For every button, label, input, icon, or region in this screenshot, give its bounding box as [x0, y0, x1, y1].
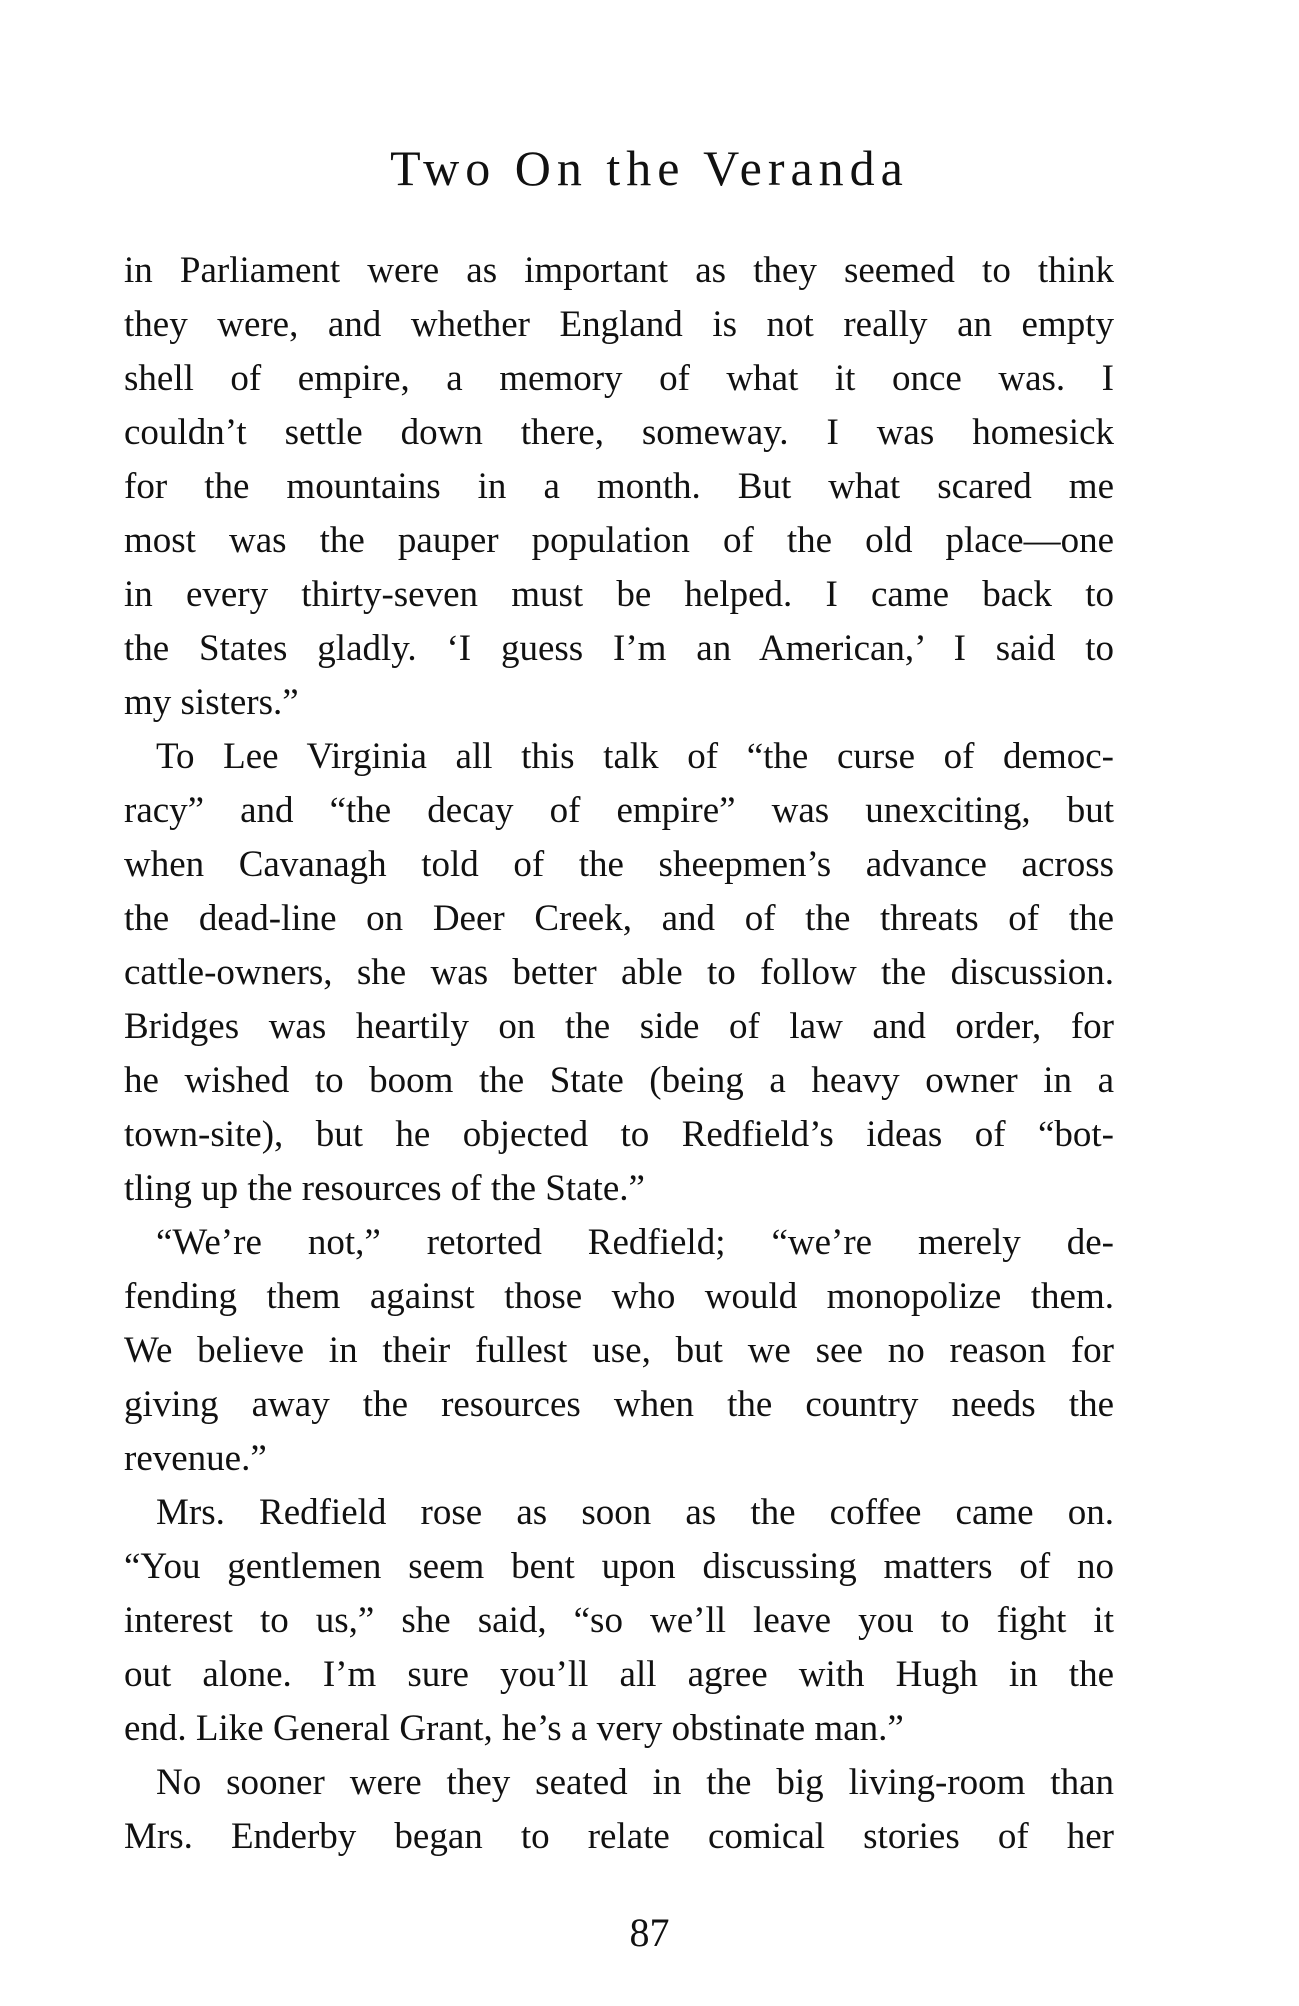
text-line: town-site), but he objected to Redfield’s ideas of “bot-	[124, 1114, 1114, 1155]
text-line: he wished to boom the State (being a heavy owner in a	[124, 1060, 1114, 1101]
text-line: “You gentlemen seem bent upon discussing matters of no	[124, 1546, 1114, 1587]
text-line: my sisters.”	[124, 682, 299, 723]
text-line: couldn’t settle down there, someway. I was homesick	[124, 412, 1114, 453]
text-line: for the mountains in a month. But what scared me	[124, 466, 1114, 507]
page-number: 87	[629, 1910, 670, 1955]
text-line: tling up the resources of the State.”	[124, 1168, 645, 1209]
text-line: revenue.”	[124, 1438, 267, 1479]
text-line: Mrs. Enderby began to relate comical stories of her	[124, 1816, 1114, 1857]
body-text	[124, 244, 1114, 1864]
text-line: interest to us,” she said, “so we’ll leave you to fight it	[124, 1600, 1114, 1641]
text-line: in every thirty-seven must be helped. I came back to	[124, 574, 1114, 615]
text-line: end. Like General Grant, he’s a very obstinate man.”	[124, 1708, 904, 1749]
text-line: fending them against those who would monopolize them.	[124, 1276, 1114, 1317]
text-line: Mrs. Redfield rose as soon as the coffee came on.	[156, 1492, 1114, 1533]
running-head: Two On the Veranda	[390, 140, 909, 196]
text-line: Bridges was heartily on the side of law and order, for	[124, 1006, 1114, 1047]
text-line: “We’re not,” retorted Redfield; “we’re merely de-	[156, 1222, 1114, 1263]
text-line: racy” and “the decay of empire” was unexciting, but	[124, 790, 1114, 831]
text-line: the dead-line on Deer Creek, and of the threats of the	[124, 898, 1114, 939]
text-line: To Lee Virginia all this talk of “the curse of democ-	[156, 736, 1114, 777]
text-line: cattle-owners, she was better able to follow the discussion.	[124, 952, 1114, 993]
text-line: they were, and whether England is not really an empty	[124, 304, 1114, 345]
text-line: We believe in their fullest use, but we see no reason for	[124, 1330, 1114, 1371]
text-line: out alone. I’m sure you’ll all agree with Hugh in the	[124, 1654, 1114, 1695]
text-line: No sooner were they seated in the big living-room than	[156, 1762, 1114, 1803]
text-line: most was the pauper population of the old place—one	[124, 520, 1114, 561]
text-line: when Cavanagh told of the sheepmen’s advance across	[124, 844, 1114, 885]
text-line: in Parliament were as important as they seemed to think	[124, 250, 1114, 291]
text-line: the States gladly. ‘I guess I’m an American,’ I said to	[124, 628, 1114, 669]
text-line: giving away the resources when the country needs the	[124, 1384, 1114, 1425]
text-line: shell of empire, a memory of what it once was. I	[124, 358, 1114, 399]
